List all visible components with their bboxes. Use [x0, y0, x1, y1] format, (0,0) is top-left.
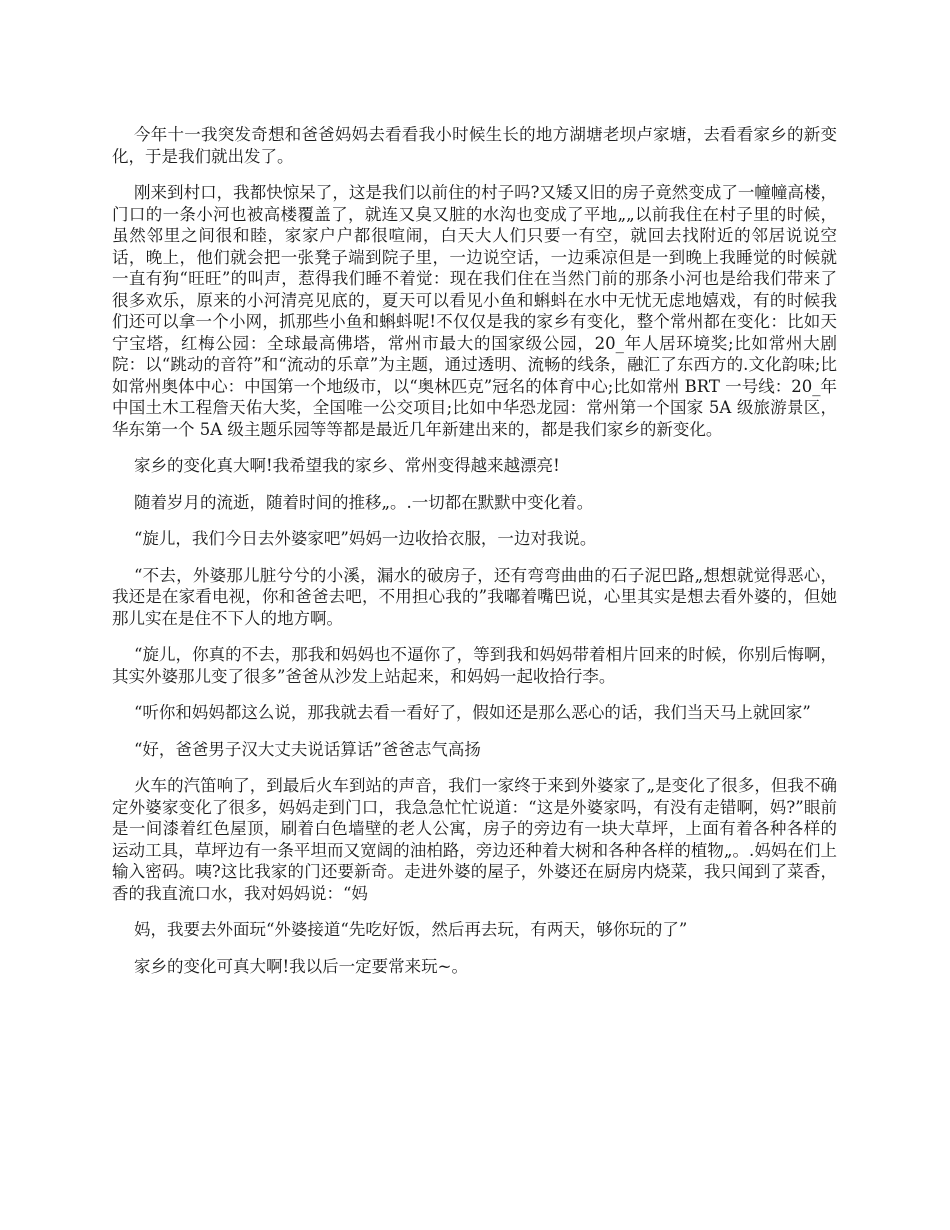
paragraph-conclusion: 家乡的变化可真大啊!我以后一定要常来玩~。 — [134, 956, 468, 976]
paragraph-hope: 家乡的变化真大啊!我希望我的家乡、常州变得越来越漂亮! — [134, 456, 560, 475]
paragraph-refusal: “不去，外婆那儿脏兮兮的小溪，漏水的破房子，还有弯弯曲曲的石子泥巴路„想想就觉得恶心，我还是在家看电视，你和爸爸去吧，不用担心我的”我嘟着嘴巴说，心里其实是想去看外婆的，但她那儿实在是住不下人的地方啊。 — [112, 565, 837, 628]
paragraph-mom-invite: “旋儿，我们今日去外婆家吧”妈妈一边收拾衣服，一边对我说。 — [134, 529, 597, 548]
paragraph-arrival: 火车的汽笛响了，到最后火车到站的声音，我们一家终于来到外婆家了„是变化了很多，但我不确定外婆家变化了很多，妈妈走到门口，我急急忙忙说道：“这是外婆家吗，有没有走错啊，妈?”眼前是一间漆着红色屋顶，刷着白色墙壁的老人公寓，房子的旁边有一块大草坪，上面有着各种各样的运动工具，草坪边有一条平坦而又宽阔的油柏路，旁边还种着大树和各种各样的植物„。.妈妈在们上输入密码。咦?这比我家的门还要新奇。走进外婆的屋子，外婆还在厨房内烧菜，我只闻到了菜香，香的我直流口水，我对妈妈说：“妈 — [112, 776, 837, 903]
document-body — [112, 124, 837, 992]
paragraph-intro: 今年十一我突发奇想和爸爸妈妈去看看我小时候生长的地方湖塘老坝卢家塘，去看看家乡的新变化，于是我们就出发了。 — [112, 125, 837, 166]
paragraph-dad-promise: “好，爸爸男子汉大丈夫说话算话”爸爸志气高扬 — [134, 739, 481, 759]
paragraph-agree: “听你和妈妈都这么说，那我就去看一看好了，假如还是那么恶心的话，我们当天马上就回家” — [134, 703, 811, 722]
paragraph-dad-reply: “旋儿，你真的不去，那我和妈妈也不逼你了，等到我和妈妈带着相片回来的时候，你别后悔啊，其实外婆那儿变了很多”爸爸从沙发上站起来，和妈妈一起收拾行李。 — [112, 645, 837, 686]
paragraph-time-passing: 随着岁月的流逝，随着时间的推移„。.一切都在默默中变化着。 — [134, 492, 594, 512]
paragraph-grandma-reply: 妈，我要去外面玩“外婆接道“先吃好饭，然后再去玩，有两天，够你玩的了” — [134, 920, 688, 939]
paragraph-village-changes: 刚来到村口，我都快惊呆了，这是我们以前住的村子吗?又矮又旧的房子竟然变成了一幢幢高楼，门口的一条小河也被高楼覆盖了，就连又臭又脏的水沟也变成了平地„„以前我住在村子里的时候，虽然邻里之间很和睦，家家户户都很喧闹，白天大人们只要一有空，就回去找附近的邻居说说空话，晚上，他们就会把一张凳子端到院子里，一边说空话，一边乘凉但是一到晚上我睡觉的时候就一直有狗“旺旺”的叫声，惹得我们睡不着觉：现在我们住在当然门前的那条小河也是给我们带来了很多欢乐，原来的小河清亮见底的，夏天可以看见小鱼和蝌蚪在水中无忧无虑地嬉戏，有的时候我们还可以拿一个小网，抓那些小鱼和蝌蚪呢!不仅仅是我的家乡有变化，整个常州都在变化：比如天宁宝塔，红梅公园：全球最高佛塔，常州市最大的国家级公园，20_年人居环境奖;比如常州大剧院：以“跳动的音符”和“流动的乐章”为主题，通过透明、流畅的线条，融汇了东西方的.文化韵味;比如常州奥体中心：中国第一个地级市，以“奥林匹克”冠名的体育中心;比如常州 BRT 一号线：20_年中国土木工程詹天佑大奖，全国唯一公交项目;比如中华恐龙园：常州第一个国家 5A 级旅游景区，华东第一个 5A 级主题乐园等等都是最近几年新建出来的，都是我们家乡的新变化。 — [112, 183, 837, 439]
